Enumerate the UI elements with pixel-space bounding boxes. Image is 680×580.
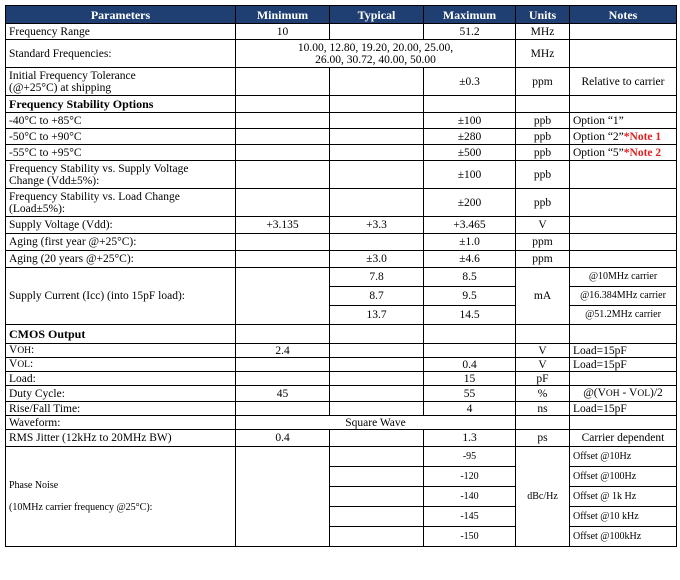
max-value: 55 (424, 386, 516, 402)
typ-value: 13.7 (330, 306, 424, 325)
typ-value (330, 145, 424, 161)
min-value (236, 129, 330, 145)
param-label: Waveform: (6, 416, 236, 430)
header-notes: Notes (570, 6, 677, 24)
waveform-value: Square Wave (236, 416, 516, 430)
param-label-line-1: Frequency Stability vs. Supply Voltage (9, 162, 189, 175)
standard-frequencies-values (236, 40, 516, 68)
note-value (570, 24, 677, 40)
note-value: Carrier dependent (570, 430, 677, 447)
typ-value (330, 430, 424, 447)
unit-value: MHz (516, 40, 570, 68)
unit-value: mA (516, 268, 570, 325)
min-value (236, 447, 330, 547)
param-label-line-2: (Load±5%): (9, 202, 66, 215)
unit-value: V (516, 358, 570, 372)
param-label: Rise/Fall Time: (6, 402, 236, 416)
unit-value: ppb (516, 129, 570, 145)
note-value: @16.384MHz carrier (570, 287, 677, 306)
label-main: V (9, 344, 18, 356)
typ-value (330, 386, 424, 402)
min-value: 10 (236, 24, 330, 40)
typ-value (330, 447, 424, 467)
row-rise-fall (6, 402, 677, 416)
max-value: ±4.6 (424, 251, 516, 268)
max-value: 51.2 (424, 24, 516, 40)
param-label-line-2: Change (Vdd±5%): (9, 174, 100, 187)
row-vol (6, 358, 677, 372)
unit-value: ppm (516, 251, 570, 268)
min-value (236, 325, 330, 344)
note-subscript: OH (605, 389, 620, 399)
min-value (236, 145, 330, 161)
typ-value (330, 402, 424, 416)
max-value: -120 (424, 467, 516, 487)
min-value (236, 372, 330, 386)
max-value: ±0.3 (424, 68, 516, 96)
typ-value (330, 358, 424, 372)
max-value: 15 (424, 372, 516, 386)
row-rms-jitter (6, 430, 677, 447)
option-label: Option “5” (573, 146, 624, 159)
row-stability-load (6, 189, 677, 217)
min-value (236, 251, 330, 268)
unit-value: ppm (516, 234, 570, 251)
param-label: Duty Cycle: (6, 386, 236, 402)
min-value: +3.135 (236, 217, 330, 234)
note-value (570, 325, 677, 344)
label-end: : (31, 344, 35, 356)
header-typical: Typical (330, 6, 424, 24)
max-value: ±100 (424, 161, 516, 189)
row-load (6, 372, 677, 386)
typ-value (330, 189, 424, 217)
max-value: 0.4 (424, 358, 516, 372)
std-freq-line-2: 26.00, 30.72, 40.00, 50.00 (315, 53, 436, 66)
note-value: Offset @10 kHz (570, 507, 677, 527)
min-value (236, 68, 330, 96)
note-reference: *Note 1 (623, 130, 662, 143)
typ-value (330, 344, 424, 358)
note-value (570, 189, 677, 217)
row-stability-supply (6, 161, 677, 189)
typ-value (330, 96, 424, 113)
param-label-line-1: Initial Frequency Tolerance (9, 69, 136, 82)
typ-value: 7.8 (330, 268, 424, 287)
min-value (236, 358, 330, 372)
unit-value: ppm (516, 68, 570, 96)
unit-value (516, 325, 570, 344)
header-row (6, 6, 677, 24)
min-value (236, 268, 330, 325)
max-value (424, 96, 516, 113)
label-subscript: OL (17, 360, 30, 370)
max-value: 1.3 (424, 430, 516, 447)
note-value (570, 40, 677, 68)
row-duty-cycle (6, 386, 677, 402)
typ-value (330, 325, 424, 344)
typ-value (330, 161, 424, 189)
min-value (236, 113, 330, 129)
max-value: 14.5 (424, 306, 516, 325)
header-units: Units (516, 6, 570, 24)
std-freq-line-1: 10.00, 12.80, 19.20, 20.00, 25.00, (297, 41, 454, 54)
row-option-1 (6, 113, 677, 129)
min-value: 2.4 (236, 344, 330, 358)
label-main: V (9, 358, 18, 370)
typ-value: +3.3 (330, 217, 424, 234)
param-label (6, 161, 236, 189)
param-label: Frequency Range (6, 24, 236, 40)
row-aging-first-year (6, 234, 677, 251)
unit-value: ppb (516, 161, 570, 189)
note-value: Load=15pF (570, 358, 677, 372)
row-phase-noise-1 (6, 447, 677, 467)
max-value: ±200 (424, 189, 516, 217)
note-value: @51.2MHz carrier (570, 306, 677, 325)
row-option-5 (6, 145, 677, 161)
max-value: -150 (424, 527, 516, 547)
min-value (236, 161, 330, 189)
note-value: Load=15pF (570, 344, 677, 358)
typ-value (330, 129, 424, 145)
unit-value (516, 96, 570, 113)
max-value (424, 325, 516, 344)
param-label: Aging (first year @+25°C): (6, 234, 236, 251)
typ-value (330, 372, 424, 386)
param-label-line-1: Phase Noise (9, 479, 59, 491)
note-value: Offset @10Hz (570, 447, 677, 467)
header-maximum: Maximum (424, 6, 516, 24)
note-value: Offset @ 1k Hz (570, 487, 677, 507)
note-part: @(V (583, 387, 606, 399)
note-value: Load=15pF (570, 402, 677, 416)
typ-value (330, 234, 424, 251)
unit-value: dBc/Hz (516, 447, 570, 547)
param-label: -55°C to +95°C (6, 145, 236, 161)
unit-value: ppb (516, 113, 570, 129)
unit-value: MHz (516, 24, 570, 40)
param-label (6, 344, 236, 358)
specifications-table (5, 5, 677, 547)
note-part: - V (619, 387, 638, 399)
unit-value: ps (516, 430, 570, 447)
param-label: -40°C to +85°C (6, 113, 236, 129)
max-value: ±280 (424, 129, 516, 145)
max-value: -145 (424, 507, 516, 527)
param-label: Load: (6, 372, 236, 386)
unit-value: pF (516, 372, 570, 386)
label-subscript: OH (17, 346, 32, 356)
note-value: Offset @100kHz (570, 527, 677, 547)
unit-value: V (516, 344, 570, 358)
note-subscript: OL (637, 389, 651, 399)
max-value (424, 344, 516, 358)
note-value: Offset @100Hz (570, 467, 677, 487)
param-label: Standard Frequencies: (6, 40, 236, 68)
note-value (570, 129, 677, 145)
row-supply-current-1 (6, 268, 677, 287)
typ-value (330, 487, 424, 507)
header-minimum: Minimum (236, 6, 330, 24)
unit-value (516, 416, 570, 430)
typ-value: 8.7 (330, 287, 424, 306)
label-end: : (29, 358, 34, 370)
typ-value (330, 24, 424, 40)
note-value (570, 161, 677, 189)
unit-value: % (516, 386, 570, 402)
note-value (570, 372, 677, 386)
param-label: Aging (20 years @+25°C): (6, 251, 236, 268)
note-value: @10MHz carrier (570, 268, 677, 287)
unit-value: ppb (516, 145, 570, 161)
unit-value: ns (516, 402, 570, 416)
header-parameters: Parameters (6, 6, 236, 24)
note-value (570, 386, 677, 402)
typ-value (330, 467, 424, 487)
section-cmos-output (6, 325, 677, 344)
param-label (6, 189, 236, 217)
note-part: )/2 (650, 387, 663, 399)
section-title: Frequency Stability Options (6, 96, 236, 113)
param-label: Supply Current (Icc) (into 15pF load): (6, 268, 236, 325)
note-reference: *Note 2 (623, 146, 662, 159)
note-value (570, 217, 677, 234)
section-frequency-stability (6, 96, 677, 113)
note-value (570, 251, 677, 268)
max-value: 9.5 (424, 287, 516, 306)
param-label: -50°C to +90°C (6, 129, 236, 145)
typ-value (330, 527, 424, 547)
param-label-line-2: (10MHz carrier frequency @25°C): (9, 501, 153, 513)
param-label (6, 358, 236, 372)
max-value: ±500 (424, 145, 516, 161)
max-value: 4 (424, 402, 516, 416)
note-value: Option “1” (570, 113, 677, 129)
min-value: 0.4 (236, 430, 330, 447)
row-option-2 (6, 129, 677, 145)
row-waveform (6, 416, 677, 430)
section-title: CMOS Output (6, 325, 236, 344)
typ-value (330, 113, 424, 129)
row-standard-frequencies (6, 40, 677, 68)
row-supply-voltage (6, 217, 677, 234)
option-label: Option “2” (573, 130, 624, 143)
min-value: 45 (236, 386, 330, 402)
max-value: 8.5 (424, 268, 516, 287)
max-value: +3.465 (424, 217, 516, 234)
note-value: Relative to carrier (570, 68, 677, 96)
param-label (6, 447, 236, 547)
typ-value (330, 68, 424, 96)
min-value (236, 234, 330, 251)
unit-value: ppb (516, 189, 570, 217)
min-value (236, 402, 330, 416)
max-value: -95 (424, 447, 516, 467)
max-value: -140 (424, 487, 516, 507)
param-label: Supply Voltage (Vdd): (6, 217, 236, 234)
unit-value: V (516, 217, 570, 234)
min-value (236, 96, 330, 113)
row-voh (6, 344, 677, 358)
param-label (6, 68, 236, 96)
row-initial-tolerance (6, 68, 677, 96)
row-frequency-range (6, 24, 677, 40)
note-value (570, 234, 677, 251)
note-value (570, 145, 677, 161)
param-label: RMS Jitter (12kHz to 20MHz BW) (6, 430, 236, 447)
param-label-line-2: (@+25°C) at shipping (9, 81, 112, 94)
max-value: ±100 (424, 113, 516, 129)
row-aging-20-years (6, 251, 677, 268)
typ-value (330, 507, 424, 527)
max-value: ±1.0 (424, 234, 516, 251)
note-value (570, 416, 677, 430)
note-value (570, 96, 677, 113)
typ-value: ±3.0 (330, 251, 424, 268)
param-label-line-1: Frequency Stability vs. Load Change (9, 190, 180, 203)
min-value (236, 189, 330, 217)
